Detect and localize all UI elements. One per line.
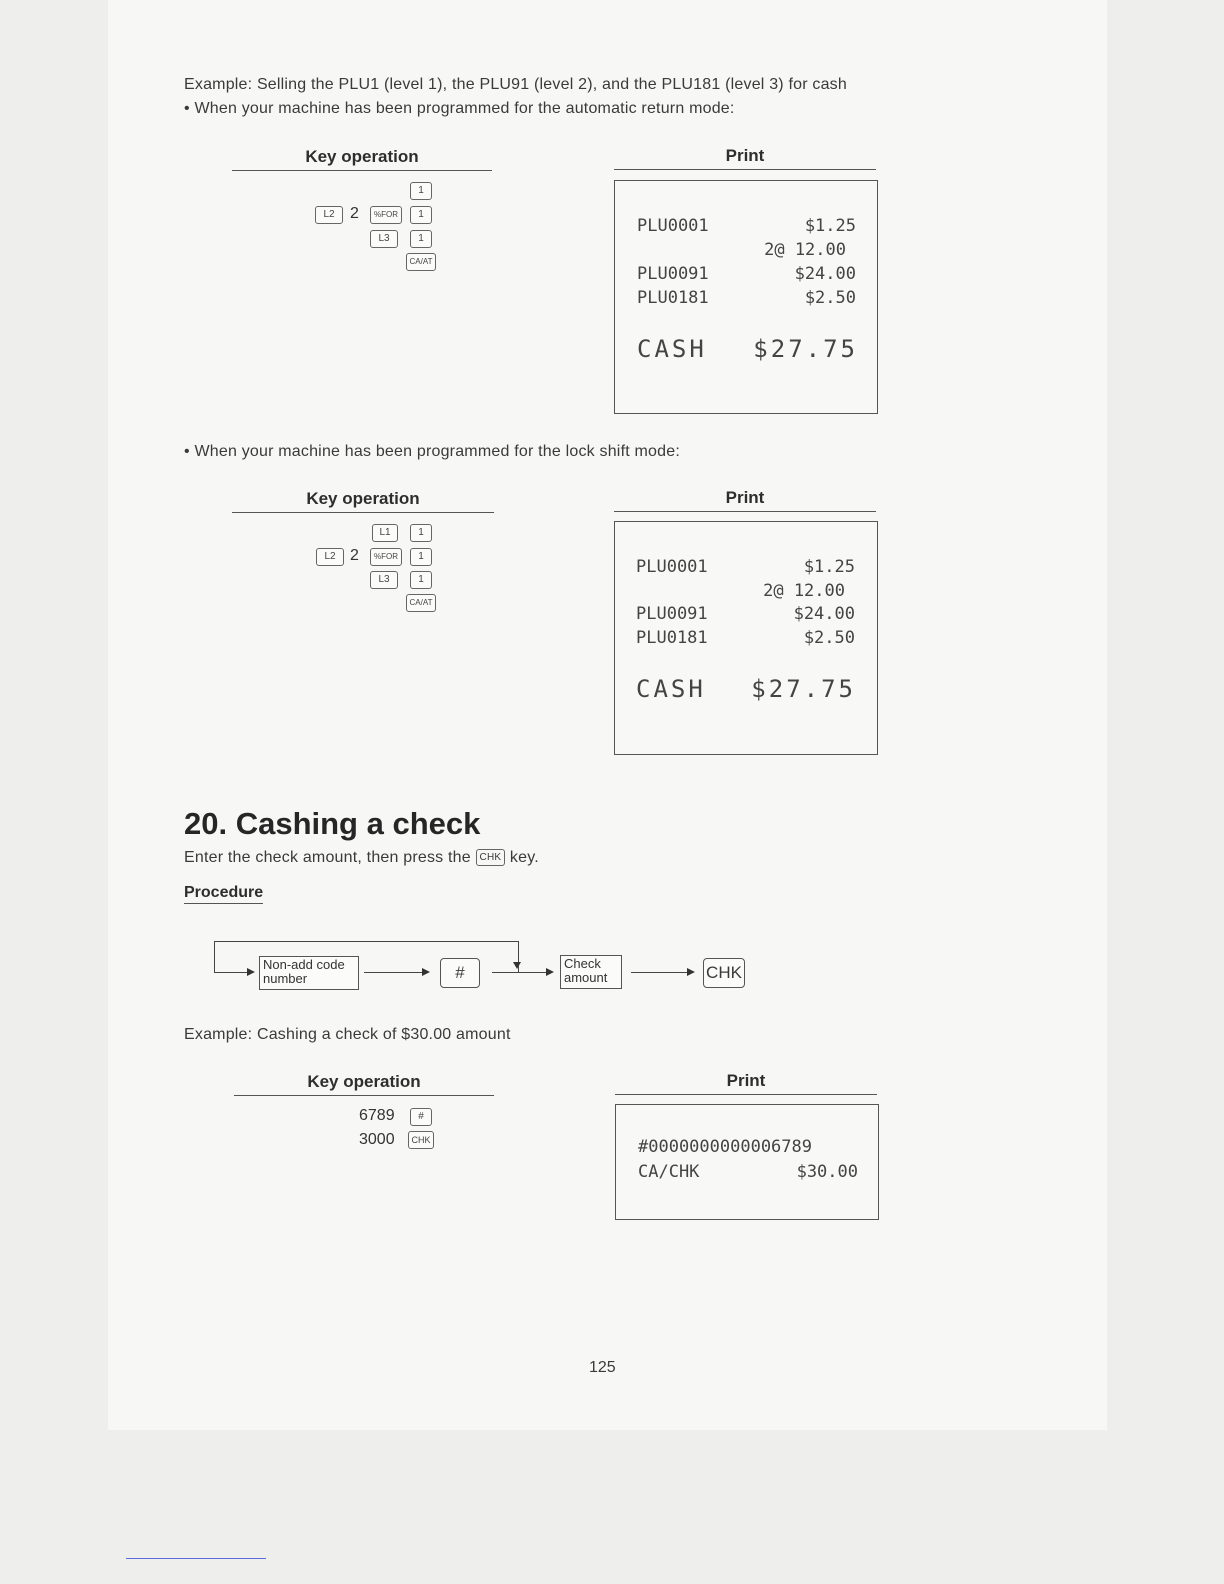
example-text: Example: Selling the PLU1 (level 1), the PLU91 (level 2), and the PLU181 (level 3) for cash	[184, 76, 847, 93]
quantity-digit: 2	[350, 547, 359, 564]
receipt-1-total-value: $27.75	[753, 335, 858, 363]
flow-arrow	[215, 972, 253, 973]
print-heading: Print	[726, 1071, 766, 1090]
divider	[234, 1095, 494, 1096]
receipt-1-plu181-label: PLU0181	[637, 288, 709, 308]
l1-key: L1	[372, 524, 398, 542]
divider	[614, 511, 876, 512]
auto-return-bullet: • When your machine has been programmed for the automatic return mode:	[184, 100, 735, 117]
receipt-1-plu91-label: PLU0091	[637, 264, 709, 284]
receipt-1-plu181-value: $2.50	[804, 288, 856, 308]
percent-for-key: %FOR	[370, 548, 402, 566]
plu-key: 1	[410, 230, 432, 248]
key-operation-heading: Key operation	[307, 1072, 421, 1091]
plu-key: 1	[410, 548, 432, 566]
hash-key: #	[410, 1108, 432, 1126]
receipt-2-plu1-value: $1.25	[803, 557, 855, 577]
chk-key-inline: CHK	[476, 849, 506, 866]
receipt-2-total-label: CASH	[636, 675, 706, 703]
l2-key: L2	[316, 548, 344, 566]
l3-key: L3	[370, 230, 398, 248]
divider	[232, 512, 494, 513]
quantity-digit: 2	[350, 205, 359, 222]
receipt-3-label: CA/CHK	[638, 1162, 700, 1182]
flow-arrow	[631, 972, 693, 973]
check-amount-digits: 3000	[359, 1131, 395, 1148]
plu-key: 1	[410, 571, 432, 589]
receipt-2-plu91-label: PLU0091	[636, 604, 708, 624]
non-add-code-box: Non-add code number	[259, 956, 359, 990]
receipt-3-value: $30.00	[796, 1162, 858, 1182]
receipt-2-total-value: $27.75	[751, 675, 856, 703]
check-amount-box: Check amount	[560, 955, 622, 989]
receipt-2-plu181-label: PLU0181	[636, 628, 708, 648]
receipt-2-plu91-value: $24.00	[793, 604, 855, 624]
receipt-1-plu91-value: $24.00	[794, 264, 856, 284]
divider	[614, 169, 876, 170]
receipt-1-plu1-label: PLU0001	[637, 216, 709, 236]
key-operation-heading: Key operation	[305, 147, 419, 166]
l3-key: L3	[370, 571, 398, 589]
receipt-1-quantity-line: 2@ 12.00	[764, 240, 846, 260]
receipt-1-plu1-value: $1.25	[804, 216, 856, 236]
page-number: 125	[589, 1359, 616, 1376]
chk-key: CHK	[408, 1131, 434, 1149]
plu-key: 1	[410, 206, 432, 224]
divider	[615, 1094, 877, 1095]
key-operation-heading: Key operation	[306, 489, 420, 508]
manual-page	[108, 0, 1107, 1430]
section-description	[184, 849, 539, 867]
plu-key: 1	[410, 524, 432, 542]
loop-line-top	[214, 941, 519, 942]
percent-for-key: %FOR	[370, 206, 402, 224]
ca-at-key: CA/AT	[406, 594, 436, 612]
receipt-2-plu181-value: $2.50	[803, 628, 855, 648]
loop-line-left	[214, 941, 215, 973]
ca-at-key: CA/AT	[406, 253, 436, 271]
description-text: Enter the check amount, then press the	[184, 849, 471, 866]
print-heading: Print	[725, 488, 765, 507]
description-text-end: key.	[509, 849, 539, 866]
receipt-3-non-add-code: #0000000000006789	[638, 1137, 812, 1157]
down-arrow-icon	[513, 962, 521, 969]
procedure-heading: Procedure	[184, 884, 263, 904]
flow-arrow	[492, 972, 552, 973]
hash-key: #	[440, 958, 480, 988]
lock-shift-bullet: • When your machine has been programmed for the lock shift mode:	[184, 443, 680, 460]
l2-key: L2	[315, 206, 343, 224]
section-title: 20. Cashing a check	[184, 806, 481, 841]
chk-key: CHK	[703, 958, 745, 988]
divider	[232, 170, 492, 171]
print-heading: Print	[725, 146, 765, 165]
non-add-code-digits: 6789	[359, 1107, 395, 1124]
footer-line	[126, 1558, 266, 1559]
plu-key: 1	[410, 182, 432, 200]
receipt-1-total-label: CASH	[637, 335, 707, 363]
example-check-text: Example: Cashing a check of $30.00 amount	[184, 1026, 511, 1043]
receipt-2-plu1-label: PLU0001	[636, 557, 708, 577]
receipt-2-quantity-line: 2@ 12.00	[763, 581, 845, 601]
flow-arrow	[364, 972, 428, 973]
